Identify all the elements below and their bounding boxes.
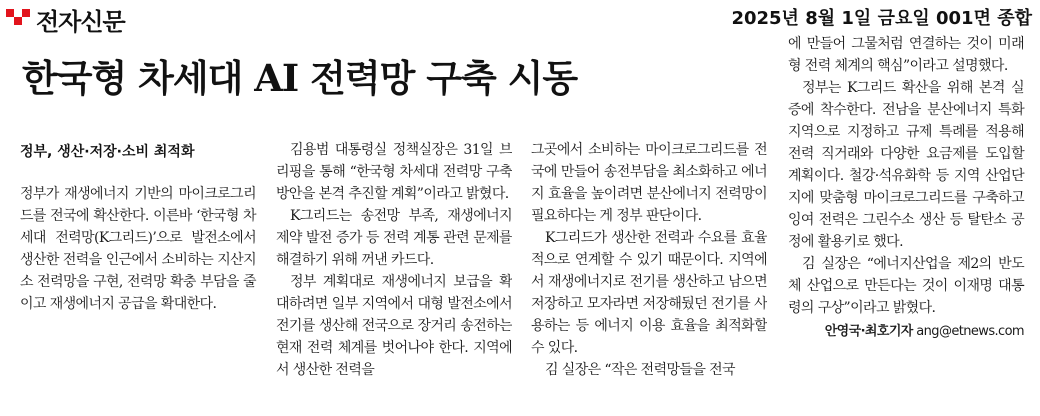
masthead-logo (4, 2, 125, 36)
paragraph: 김용범 대통령실 정책실장은 31일 브리핑을 통해 “한국형 차세대 전력망 구축 방안을 본격 추진할 계획”이라고 밝혔다. (276, 142, 512, 202)
article-column-1 (20, 183, 256, 315)
paragraph: 정부는 K그리드 확산을 위해 본격 실증에 착수한다. 전남을 분산에너지 특화지역으로 지정하고 규제 특례를 적용해 전력 직거래와 다양한 요금제를 도입할 계획이다. 철강·석유화학 등 지역 산업단지에 맞춤형 마이크로그리드를 구축하고 잉여 전력은 그린수소 생산 등 탈탄소 공정에 활용키로 했다. (788, 80, 1024, 250)
paragraph: 정부가 재생에너지 기반의 마이크로그리드를 전국에 확산한다. 이른바 ‘한국형 차세대 전력망(K그리드)’으로 발전소에서 생산한 전력을 인근에서 소비하는 지산지소 전력망을 구현, 전력망 확충 부담을 줄이고 재생에너지 공급을 확대한다. (20, 186, 256, 312)
newspaper-name: 전자신문 (36, 7, 125, 36)
dateline: 2025년 8월 1일 금요일 001면 종합 (731, 8, 1032, 29)
paragraph: K그리드가 생산한 전력과 수요를 효율적으로 연계할 수 있기 때문이다. 지역에서 재생에너지로 전기를 생산하고 남으면 저장하고 모자라면 저장해뒀던 전기를 사용하는 등 에너지 이용 효율을 최적화할 수 있다. (531, 230, 767, 356)
reporter-names: 안영국·최호기자 (824, 324, 913, 339)
logo-mark-icon (4, 5, 32, 33)
headline: 한국형 차세대 AI 전력망 구축 시동 (22, 56, 578, 100)
paragraph: 김 실장은 “에너지산업을 제2의 반도체 산업으로 만든다는 것이 이재명 대통령의 구상”이라고 밝혔다. (788, 256, 1024, 316)
paragraph: 에 만들어 그물처럼 연결하는 것이 미래형 전력 체계의 핵심”이라고 설명했다. (788, 36, 1024, 74)
paragraph: 그곳에서 소비하는 마이크로그리드를 전국에 만들어 송전부담을 최소화하고 에너지 효율을 높이려면 분산에너지 전력망이 필요하다는 게 정부 판단이다. (531, 142, 767, 224)
subheadline: 정부, 생산·저장·소비 최적화 (20, 144, 195, 160)
paragraph: 정부 계획대로 재생에너지 보급을 확대하려면 일부 지역에서 대형 발전소에서 전기를 생산해 전국으로 장거리 송전하는 현재 전력 체계를 벗어나야 한다. 지역에서 생산한 전력을 (276, 274, 512, 378)
article-column-3 (531, 139, 767, 416)
article-column-2 (276, 139, 512, 416)
paragraph: K그리드는 송전망 부족, 재생에너지 제약 발전 증가 등 전력 계통 관련 문제를 해결하기 위해 꺼낸 카드다. (276, 208, 512, 268)
byline (788, 321, 1024, 343)
article-column-4 (788, 33, 1024, 343)
paragraph: 김 실장은 “작은 전력망들을 전국 (545, 362, 735, 378)
reporter-email[interactable]: ang@etnews.com (916, 324, 1024, 339)
